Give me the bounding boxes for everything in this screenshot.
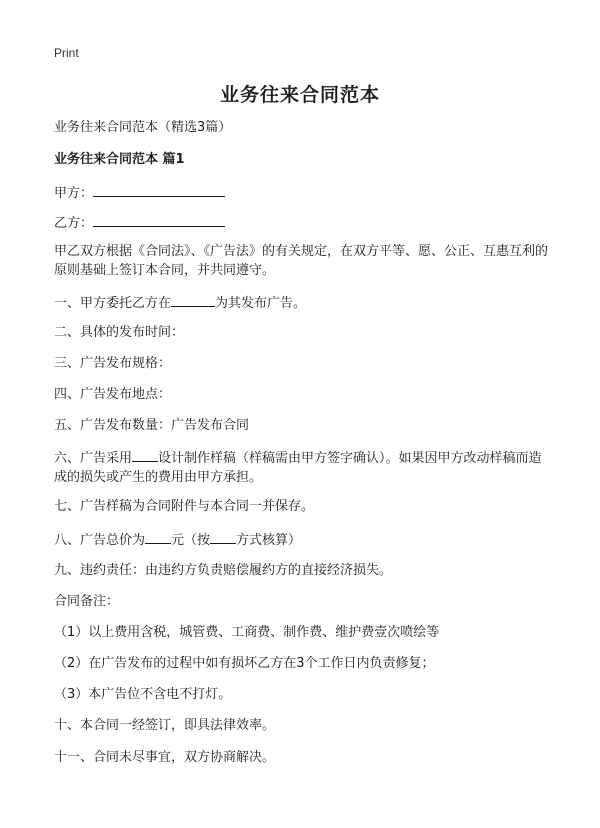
party-b-label: 乙方： [54, 216, 94, 231]
clause-10: 十、本合同一经签订，即具法律效率。 [54, 718, 276, 733]
clause-8-post: 方式核算） [236, 533, 302, 548]
clause-6 [54, 447, 554, 487]
party-b-line [54, 212, 554, 234]
clause-6-pre: 六、广告采用 [54, 451, 133, 466]
party-a-blank [93, 182, 225, 197]
clause-11: 十一、合同未尽事宜，双方协商解决。 [54, 750, 276, 765]
clause-9: 九、违约责任：由违约方负责赔偿履约方的直接经济损失。 [54, 563, 393, 578]
clause-7: 七、广告样稿为合同附件与本合同一并保存。 [54, 499, 315, 514]
remark-1: （1）以上费用含税，城管费、工商费、制作费、维护费壹次喷绘等 [54, 625, 440, 640]
clause-8-price-blank [145, 529, 171, 544]
clause-6-post: 设计制作样稿（样稿需由甲方签字确认）。如果因甲方改动样稿而造成的损失或产生的费用由甲方承担。 [54, 451, 542, 485]
intro-paragraph: 甲乙双方根据《合同法》、《广告法》的有关规定，在双方平等、愿、公正、互惠互利的原则基础上签订本合同，并共同遵守。 [54, 244, 549, 278]
section-heading: 业务往来合同范本 篇1 [54, 152, 185, 167]
clause-5: 五、广告发布数量：广告发布合同 [54, 418, 250, 433]
clause-1-post: 为其发布广告。 [215, 296, 307, 311]
clause-1 [54, 292, 554, 314]
clause-8-method-blank [210, 529, 236, 544]
print-label[interactable]: Print [54, 46, 79, 60]
page-title: 业务往来合同范本 [219, 84, 380, 106]
subtitle: 业务往来合同范本（精选3篇） [54, 120, 232, 135]
party-b-blank [93, 212, 225, 227]
clause-3: 三、广告发布规格： [54, 356, 172, 371]
clause-8-mid: 元（按 [171, 533, 211, 548]
clause-1-pre: 一、甲方委托乙方在 [54, 296, 172, 311]
remarks-label: 合同备注： [54, 594, 120, 609]
clause-1-blank [171, 292, 215, 307]
remark-3: （3）本广告位不含电不打灯。 [54, 687, 232, 702]
clause-2: 二、具体的发布时间： [54, 325, 185, 340]
party-a-label: 甲方： [54, 186, 94, 201]
clause-4: 四、广告发布地点： [54, 387, 172, 402]
clause-8-pre: 八、广告总价为 [54, 533, 146, 548]
clause-8 [54, 529, 554, 551]
clause-6-blank [132, 447, 158, 462]
party-a-line [54, 182, 554, 204]
remark-2: （2）在广告发布的过程中如有损坏乙方在3个工作日内负责修复； [54, 656, 435, 671]
